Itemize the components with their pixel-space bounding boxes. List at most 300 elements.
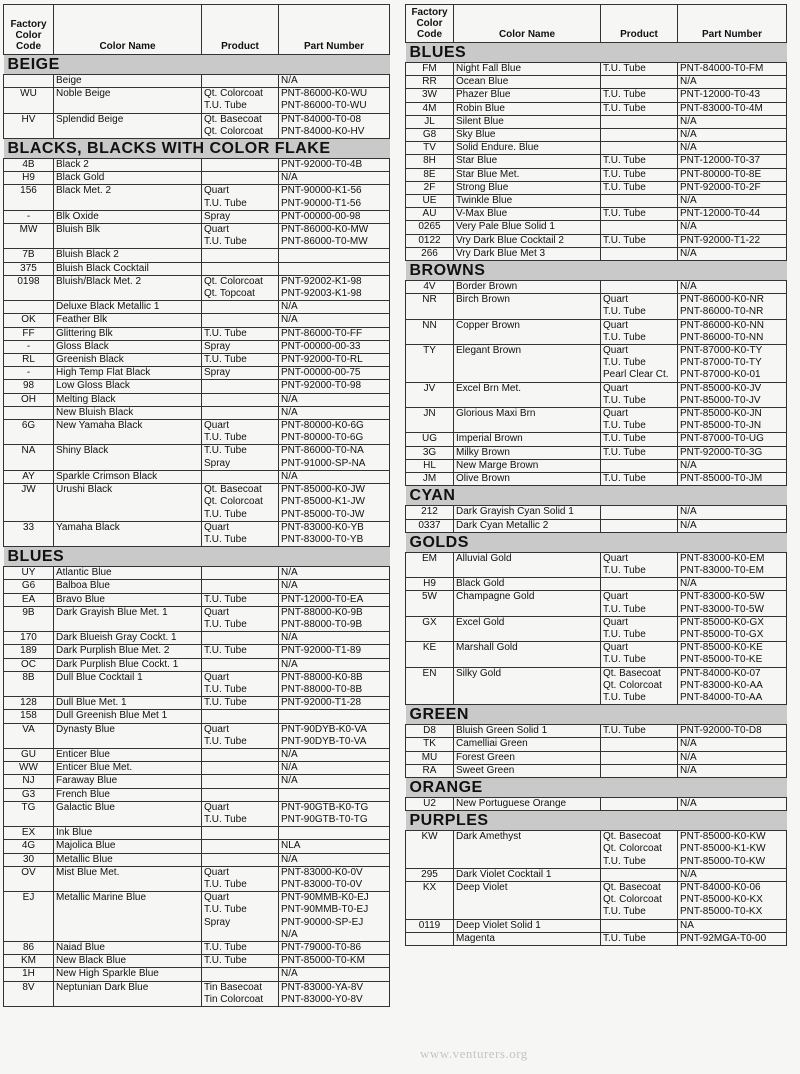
product-line — [204, 632, 276, 644]
product-line: Spray — [204, 367, 231, 379]
table-row — [4, 775, 390, 788]
factory-code-cell: 295 — [406, 868, 454, 881]
part-number-cell — [279, 840, 390, 853]
section-header — [406, 43, 787, 63]
factory-code-cell: - — [4, 367, 54, 380]
table-row — [4, 262, 390, 275]
factory-code-cell: 2F — [406, 181, 454, 194]
part-number-line: PNT-86000-T0-NN — [680, 331, 764, 343]
product-line: T.U. Tube — [204, 508, 247, 520]
color-name-cell: Solid Endure. Blue — [454, 142, 601, 155]
product-line — [603, 869, 675, 881]
color-name-cell: Black Met. 2 — [54, 185, 202, 210]
factory-code-cell: EM — [406, 552, 454, 577]
part-number-line: PNT-83000-K0-EM — [680, 552, 765, 564]
table-row — [4, 567, 390, 580]
table-row — [4, 827, 390, 840]
part-number-line — [281, 249, 387, 261]
part-number-line: PNT-85000-K0-JN — [680, 408, 762, 420]
part-number-cell — [279, 892, 390, 942]
factory-code-cell: 0337 — [406, 519, 454, 532]
section-header — [406, 811, 787, 831]
table-row — [4, 593, 390, 606]
product-cell — [601, 797, 678, 810]
factory-code-cell: 4G — [4, 840, 54, 853]
product-line: T.U. Tube — [603, 906, 646, 918]
part-number-line: PNT-85000-T0-KW — [680, 855, 766, 867]
part-number-cell — [279, 775, 390, 788]
factory-code-cell: 7B — [4, 249, 54, 262]
part-number-line: PNT-90000-K1-56 — [281, 185, 362, 197]
color-name-cell: Shiny Black — [54, 445, 202, 470]
table-row — [406, 319, 787, 344]
factory-code-cell: EX — [4, 827, 54, 840]
product-line — [603, 129, 675, 141]
color-name-cell: Dynasty Blue — [54, 723, 202, 748]
part-number-line: PNT-84000-K0-07 — [680, 667, 761, 679]
part-number-line: PNT-88000-T0-8B — [281, 683, 363, 695]
product-cell — [601, 294, 678, 319]
part-number-line: PNT-85000-K0-GX — [680, 616, 764, 628]
part-number-line: PNT-85000-K0-KE — [680, 642, 763, 654]
product-line: T.U. Tube — [204, 533, 247, 545]
part-number-line — [281, 789, 387, 801]
header-factory-code: Factory Color Code — [406, 5, 454, 43]
product-cell — [202, 420, 279, 445]
product-cell — [202, 301, 279, 314]
factory-code-cell: WU — [4, 88, 54, 113]
part-number-line: N/A — [281, 748, 298, 760]
table-row — [4, 420, 390, 445]
table-row — [4, 955, 390, 968]
product-line — [603, 142, 675, 154]
factory-code-cell: 8E — [406, 168, 454, 181]
part-number-cell — [678, 129, 787, 142]
color-name-cell: Robin Blue — [454, 102, 601, 115]
part-number-cell — [678, 195, 787, 208]
product-line: Pearl Clear Ct. — [603, 369, 669, 381]
factory-code-cell: JM — [406, 473, 454, 486]
product-cell — [601, 142, 678, 155]
product-cell — [601, 919, 678, 932]
product-line — [204, 762, 276, 774]
part-number-cell — [279, 406, 390, 419]
product-cell — [202, 314, 279, 327]
factory-code-cell: 9B — [4, 606, 54, 631]
part-number-cell — [279, 521, 390, 546]
factory-code-cell: UY — [4, 567, 54, 580]
color-name-cell: Atlantic Blue — [54, 567, 202, 580]
color-name-cell: Imperial Brown — [454, 433, 601, 446]
part-number-line: N/A — [281, 762, 298, 774]
product-line — [204, 840, 276, 852]
part-number-line: N/A — [281, 853, 298, 865]
table-row — [4, 172, 390, 185]
color-name-cell: V-Max Blue — [454, 208, 601, 221]
product-line: Quart — [603, 642, 629, 654]
product-cell — [202, 840, 279, 853]
part-number-line: PNT-83000-K0-5W — [680, 591, 765, 603]
color-name-cell: Bluish Blk — [54, 224, 202, 249]
table-row — [406, 102, 787, 115]
part-number-line: PNT-12000-T0-44 — [680, 208, 761, 220]
table-row — [406, 247, 787, 260]
product-line: Qt. Colorcoat — [603, 679, 662, 691]
product-line: T.U. Tube — [204, 432, 247, 444]
part-number-cell — [279, 942, 390, 955]
part-number-cell — [279, 185, 390, 210]
part-number-cell — [678, 168, 787, 181]
factory-code-cell: HV — [4, 113, 54, 138]
factory-code-cell: 0122 — [406, 234, 454, 247]
product-line: T.U. Tube — [603, 473, 646, 485]
product-cell — [202, 981, 279, 1006]
part-number-cell — [279, 393, 390, 406]
part-number-cell — [279, 593, 390, 606]
part-number-line: N/A — [281, 301, 298, 313]
section-header — [406, 705, 787, 725]
part-number-cell — [279, 172, 390, 185]
product-line — [204, 968, 276, 980]
color-name-cell: Silent Blue — [454, 115, 601, 128]
product-cell — [601, 459, 678, 472]
factory-code-cell: EA — [4, 593, 54, 606]
product-cell — [202, 380, 279, 393]
table-row — [4, 354, 390, 367]
color-name-cell: Bluish Black Cocktail — [54, 262, 202, 275]
product-cell — [202, 658, 279, 671]
table-row — [4, 632, 390, 645]
table-row — [4, 580, 390, 593]
product-cell — [202, 354, 279, 367]
color-name-cell: Vry Dark Blue Cocktail 2 — [454, 234, 601, 247]
part-number-cell — [678, 115, 787, 128]
product-cell — [601, 382, 678, 407]
product-cell — [202, 327, 279, 340]
table-row — [406, 446, 787, 459]
part-number-line: PNT-80000-T0-8E — [680, 168, 762, 180]
table-row — [406, 195, 787, 208]
product-line: T.U. Tube — [204, 683, 247, 695]
product-cell — [202, 801, 279, 826]
color-name-cell: Glittering Blk — [54, 327, 202, 340]
product-line — [603, 248, 675, 260]
table-row — [406, 345, 787, 383]
table-row — [4, 866, 390, 891]
product-cell — [601, 642, 678, 667]
product-line: T.U. Tube — [204, 942, 247, 953]
color-name-cell: Melting Black — [54, 393, 202, 406]
table-row — [406, 764, 787, 777]
table-row — [4, 327, 390, 340]
part-number-cell — [279, 367, 390, 380]
part-number-line: N/A — [680, 76, 697, 88]
color-name-cell: Dark Purplish Blue Cockt. 1 — [54, 658, 202, 671]
product-line: T.U. Tube — [204, 904, 247, 916]
product-cell — [202, 210, 279, 223]
part-number-line: NA — [680, 919, 694, 931]
factory-code-cell: AY — [4, 470, 54, 483]
factory-code-cell: H9 — [406, 578, 454, 591]
table-row — [406, 919, 787, 932]
part-number-cell — [279, 75, 390, 88]
part-number-line: PNT-90GTB-T0-TG — [281, 813, 368, 825]
product-cell — [601, 63, 678, 76]
part-number-line: N/A — [680, 797, 697, 809]
color-name-cell: Noble Beige — [54, 88, 202, 113]
table-row — [4, 185, 390, 210]
color-name-cell: Deep Violet Solid 1 — [454, 919, 601, 932]
product-line: T.U. Tube — [204, 593, 247, 605]
color-name-cell: Naiad Blue — [54, 942, 202, 955]
header-part-number: Part Number — [678, 5, 787, 43]
part-number-cell — [678, 89, 787, 102]
color-name-cell: Dark Amethyst — [454, 831, 601, 869]
product-cell — [601, 89, 678, 102]
factory-code-cell: 4V — [406, 281, 454, 294]
product-line: T.U. Tube — [204, 878, 247, 890]
table-row — [4, 892, 390, 942]
part-number-line: N/A — [680, 129, 697, 141]
part-number-line: N/A — [281, 580, 298, 592]
part-number-line: PNT-86000-K0-WU — [281, 88, 368, 100]
color-name-cell: Urushi Black — [54, 484, 202, 522]
part-number-cell — [678, 616, 787, 641]
factory-code-cell: NJ — [4, 775, 54, 788]
part-number-cell — [279, 981, 390, 1006]
factory-code-cell: D8 — [406, 725, 454, 738]
section-title: GOLDS — [406, 532, 787, 552]
product-cell — [202, 484, 279, 522]
product-line: Quart — [204, 224, 230, 236]
product-line: T.U. Tube — [204, 197, 247, 209]
table-row — [406, 208, 787, 221]
factory-code-cell: KE — [406, 642, 454, 667]
product-line — [603, 116, 675, 128]
product-cell — [601, 247, 678, 260]
product-line — [204, 172, 276, 184]
header-product: Product — [202, 5, 279, 55]
table-row — [406, 155, 787, 168]
part-number-cell — [279, 658, 390, 671]
product-cell — [202, 113, 279, 138]
product-cell — [601, 667, 678, 705]
color-name-cell: Black 2 — [54, 159, 202, 172]
product-line: Qt. Basecoat — [603, 881, 661, 893]
table-row — [4, 606, 390, 631]
factory-code-cell: G3 — [4, 788, 54, 801]
factory-code-cell: 8V — [4, 981, 54, 1006]
product-line: Tin Basecoat — [204, 981, 262, 993]
table-row — [4, 697, 390, 710]
product-line — [204, 567, 276, 579]
table-row — [4, 445, 390, 470]
product-line — [204, 314, 276, 326]
table-row — [4, 723, 390, 748]
table-row — [406, 881, 787, 919]
product-cell — [202, 645, 279, 658]
part-number-line: PNT-88000-T0-9B — [281, 618, 363, 630]
product-cell — [601, 578, 678, 591]
product-line: Quart — [603, 591, 629, 603]
table-row — [4, 406, 390, 419]
product-cell — [202, 567, 279, 580]
table-row — [406, 382, 787, 407]
watermark-text: www.venturers.org — [420, 1046, 528, 1061]
part-number-line: N/A — [680, 506, 697, 518]
color-name-cell: Milky Brown — [454, 446, 601, 459]
table-row — [406, 552, 787, 577]
product-line — [603, 752, 675, 764]
product-cell — [202, 275, 279, 300]
part-number-cell — [279, 827, 390, 840]
part-number-cell — [279, 484, 390, 522]
product-cell — [601, 433, 678, 446]
table-header — [4, 5, 390, 55]
color-name-cell: Bluish Black 2 — [54, 249, 202, 262]
table-row — [406, 234, 787, 247]
color-name-cell: High Temp Flat Black — [54, 367, 202, 380]
product-line — [204, 775, 276, 787]
factory-code-cell: KX — [406, 881, 454, 919]
factory-code-cell: NA — [4, 445, 54, 470]
part-number-line: N/A — [281, 406, 298, 418]
table-row — [406, 932, 787, 945]
part-number-line: PNT-85000-K0-KX — [680, 894, 763, 906]
section-header — [406, 261, 787, 281]
color-name-cell: Twinkle Blue — [454, 195, 601, 208]
product-line: T.U. Tube — [603, 420, 646, 432]
table-row — [406, 221, 787, 234]
product-line: T.U. Tube — [603, 564, 646, 576]
part-number-cell — [678, 797, 787, 810]
product-cell — [601, 234, 678, 247]
table-row — [4, 75, 390, 88]
factory-code-cell: 266 — [406, 247, 454, 260]
product-cell — [202, 224, 279, 249]
factory-code-cell: 86 — [4, 942, 54, 955]
product-line: Qt. Colorcoat — [204, 275, 263, 287]
product-cell — [601, 155, 678, 168]
part-number-line: N/A — [680, 459, 697, 471]
part-number-line: N/A — [281, 775, 298, 787]
color-name-cell: New Bluish Black — [54, 406, 202, 419]
product-line: T.U. Tube — [603, 446, 646, 458]
product-cell — [202, 723, 279, 748]
product-cell — [202, 892, 279, 942]
part-number-line: PNT-80000-T0-6G — [281, 432, 364, 444]
part-number-cell — [678, 578, 787, 591]
product-line: T.U. Tube — [603, 155, 646, 167]
table-row — [4, 521, 390, 546]
product-line — [603, 738, 675, 750]
part-number-cell — [678, 433, 787, 446]
part-number-line: PNT-83000-T0-YB — [281, 533, 364, 545]
product-cell — [202, 968, 279, 981]
color-name-cell: Dull Blue Met. 1 — [54, 697, 202, 710]
factory-code-cell: MU — [406, 751, 454, 764]
table-row — [406, 281, 787, 294]
part-number-cell — [678, 591, 787, 616]
product-line — [603, 765, 675, 777]
part-number-cell — [279, 710, 390, 723]
part-number-line: PNT-88000-K0-9B — [281, 606, 363, 618]
part-number-line — [281, 710, 387, 722]
left-paint-table — [3, 4, 389, 1007]
color-name-cell: Sparkle Crimson Black — [54, 470, 202, 483]
part-number-cell — [279, 354, 390, 367]
part-number-line: N/A — [680, 281, 697, 293]
color-name-cell: Enticer Blue — [54, 748, 202, 761]
product-line: Qt. Colorcoat — [603, 894, 662, 906]
product-cell — [601, 345, 678, 383]
table-row — [406, 642, 787, 667]
product-line: Quart — [204, 671, 230, 683]
product-line: T.U. Tube — [603, 433, 646, 445]
product-cell — [202, 697, 279, 710]
part-number-line: PNT-87000-T0-UG — [680, 433, 764, 445]
product-line — [204, 471, 276, 483]
color-name-cell: French Blue — [54, 788, 202, 801]
product-line: Qt. Basecoat — [204, 484, 262, 496]
table-row — [406, 89, 787, 102]
table-row — [406, 667, 787, 705]
part-number-cell — [678, 102, 787, 115]
color-name-cell: Black Gold — [54, 172, 202, 185]
product-line — [204, 854, 276, 866]
part-number-line: PNT-85000-T0-JM — [680, 473, 763, 485]
part-number-line: PNT-91000-SP-NA — [281, 457, 366, 469]
table-row — [4, 748, 390, 761]
factory-code-cell: 3W — [406, 89, 454, 102]
table-row — [406, 473, 787, 486]
product-line: Spray — [204, 340, 231, 352]
factory-code-cell: NN — [406, 319, 454, 344]
factory-code-cell: G6 — [4, 580, 54, 593]
product-cell — [202, 942, 279, 955]
part-number-line: PNT-84000-K0-HV — [281, 125, 365, 137]
product-cell — [601, 208, 678, 221]
part-number-line: PNT-92000-T0-2F — [680, 181, 761, 193]
part-number-cell — [279, 420, 390, 445]
product-line — [204, 929, 276, 941]
section-header — [406, 532, 787, 552]
table-row — [4, 762, 390, 775]
factory-code-cell: 189 — [4, 645, 54, 658]
table-row — [4, 275, 390, 300]
color-name-cell: Dark Violet Cocktail 1 — [454, 868, 601, 881]
product-cell — [202, 632, 279, 645]
part-number-line: N/A — [281, 928, 298, 940]
product-line: T.U. Tube — [603, 654, 646, 666]
part-number-line: PNT-90MMB-T0-EJ — [281, 904, 369, 916]
color-name-cell: Mist Blue Met. — [54, 866, 202, 891]
factory-code-cell: 212 — [406, 506, 454, 519]
part-number-cell — [279, 275, 390, 300]
product-cell — [601, 446, 678, 459]
part-number-cell — [279, 301, 390, 314]
factory-code-cell — [406, 932, 454, 945]
factory-code-cell: AU — [406, 208, 454, 221]
part-number-line: N/A — [281, 968, 298, 980]
color-name-cell: Enticer Blue Met. — [54, 762, 202, 775]
part-number-line: PNT-84000-K0-06 — [680, 881, 761, 893]
factory-code-cell: GU — [4, 748, 54, 761]
product-line: T.U. Tube — [603, 603, 646, 615]
factory-code-cell: U2 — [406, 797, 454, 810]
product-cell — [601, 195, 678, 208]
color-name-cell: Bravo Blue — [54, 593, 202, 606]
